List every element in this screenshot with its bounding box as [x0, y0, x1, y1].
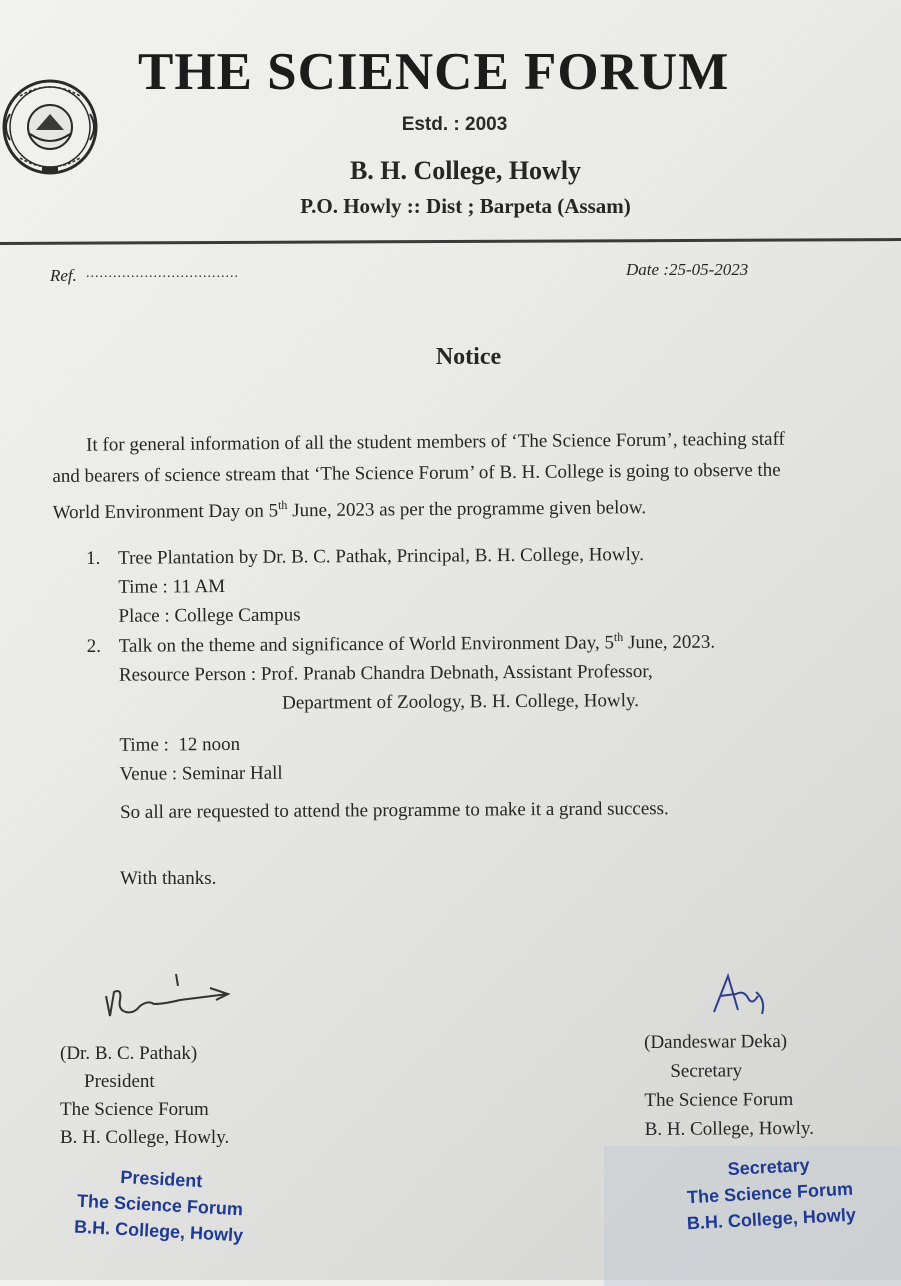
- organization-title: THE SCIENCE FORUM: [138, 43, 730, 101]
- stamp-line: B.H. College, Howly: [73, 1216, 244, 1246]
- signatory-college: B. H. College, Howly.: [644, 1117, 815, 1140]
- secretary-stamp: [668, 1149, 872, 1237]
- signatory-org: The Science Forum: [60, 1099, 209, 1120]
- signatory-role: Secretary: [670, 1060, 743, 1082]
- notice-paragraph: [52, 423, 893, 529]
- signatory-name: (Dr. B. C. Pathak): [60, 1043, 198, 1064]
- secretary-signature: [708, 970, 778, 1020]
- item-time: Time : 12 noon: [119, 734, 241, 757]
- paragraph-line: It for general information of all the student members of ‘The Science Forum’, teaching staff: [86, 428, 785, 456]
- item-resource-person: Resource Person : Prof. Pranab Chandra Debnath, Assistant Professor,: [118, 661, 653, 687]
- college-address: P.O. Howly :: Dist ; Barpeta (Assam): [300, 194, 631, 218]
- ref-label: Ref.: [50, 266, 77, 285]
- signatory-role: President: [84, 1071, 155, 1092]
- header-divider: [0, 238, 901, 245]
- item-venue: Venue : Seminar Hall: [119, 762, 283, 786]
- programme-list: [86, 539, 868, 790]
- item-text: Talk on the theme and significance of World Environment Day, 5th June, 2023.: [118, 630, 716, 658]
- stamp-line: Secretary: [727, 1154, 811, 1180]
- closing-thanks: With thanks.: [120, 868, 217, 889]
- signatory-name: (Dandeswar Deka): [644, 1031, 788, 1053]
- notice-heading: Notice: [435, 344, 502, 370]
- signatory-org: The Science Forum: [644, 1088, 794, 1111]
- president-signature: [100, 970, 240, 1030]
- item-place: Place : College Campus: [118, 604, 301, 627]
- ref-dots: ..................................: [86, 266, 239, 281]
- paragraph-line: World Environment Day on 5th June, 2023 as per the programme given below.: [52, 497, 647, 524]
- item-resource-person-dept: Department of Zoology, B. H. College, Howly.: [282, 690, 640, 714]
- president-signatory: [60, 1040, 229, 1152]
- item-text: Tree Plantation by Dr. B. C. Pathak, Principal, B. H. College, Howly.: [118, 544, 644, 569]
- stamp-line: President: [119, 1166, 203, 1192]
- established-year: Estd. : 2003: [401, 114, 508, 135]
- list-item: [87, 622, 867, 662]
- notice-date: Date :25-05-2023: [626, 260, 749, 279]
- signatory-college: B. H. College, Howly.: [60, 1127, 230, 1148]
- stamp-line: The Science Forum: [76, 1190, 244, 1220]
- closing-request: So all are requested to attend the programme to make it a grand success.: [120, 798, 669, 823]
- stamp-line: The Science Forum: [686, 1178, 854, 1208]
- item-time: Time : 11 AM: [118, 576, 226, 598]
- president-stamp: [68, 1161, 252, 1248]
- item-number: 2.: [86, 636, 102, 658]
- stamp-line: B.H. College, Howly: [686, 1204, 857, 1234]
- college-name: B. H. College, Howly: [349, 156, 582, 185]
- secretary-signatory: [644, 1027, 814, 1144]
- item-number: 1.: [86, 547, 101, 569]
- paragraph-line: and bearers of science stream that ‘The Science Forum’ of B. H. College is going to observe the: [52, 459, 781, 487]
